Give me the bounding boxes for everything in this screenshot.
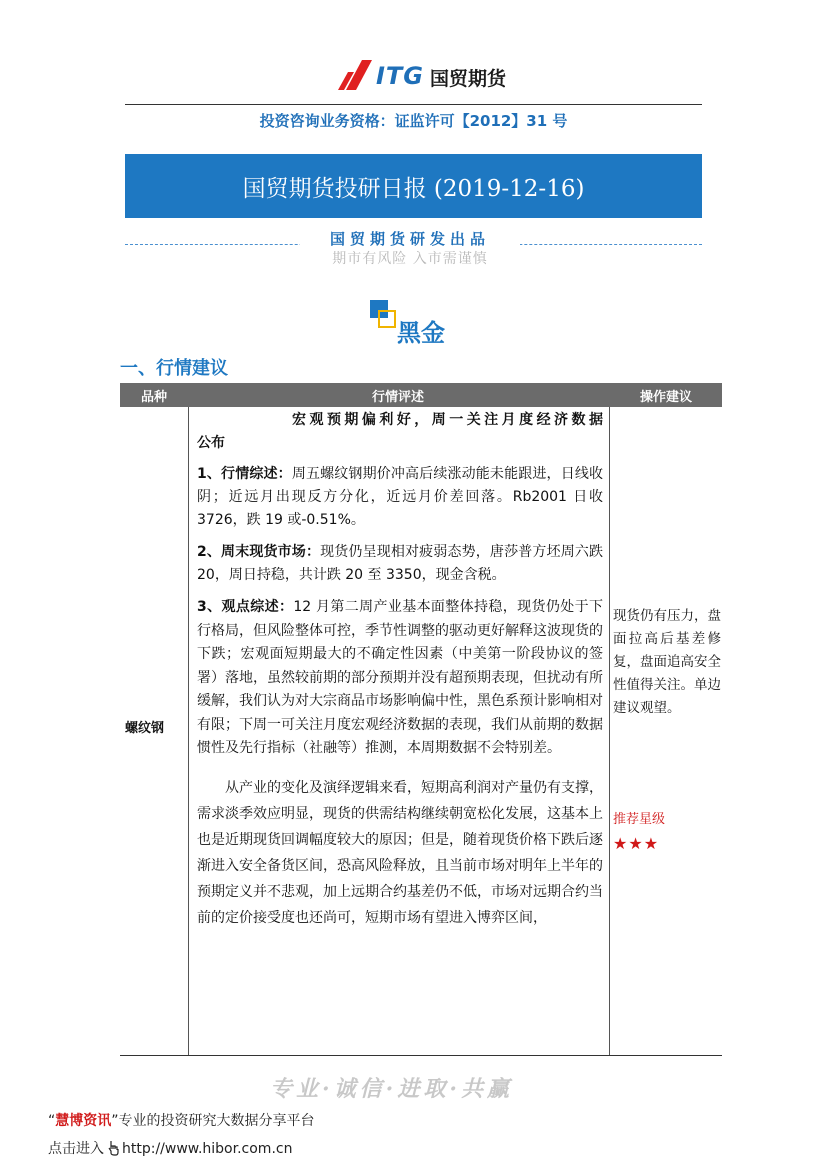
review-paragraph-1 (197, 463, 603, 532)
footer-motto: 专业·诚信·进取·共赢 (270, 1076, 513, 1102)
review-cell (197, 407, 603, 931)
company-logo (338, 58, 528, 94)
column-header-variety: 品种 (140, 390, 167, 405)
column-divider (188, 407, 189, 1055)
column-header-review: 行情评述 (371, 390, 424, 405)
link-prefix: 点击进入 (48, 1141, 104, 1157)
subsection-title: 一、行情建议 (120, 358, 228, 379)
license-line: 投资咨询业务资格：证监许可【2012】31 号 (259, 112, 568, 130)
column-header-advice: 操作建议 (639, 390, 692, 405)
section-square-icon (370, 300, 394, 324)
p3-label: 3、观点综述： (197, 599, 294, 615)
logo-mark-icon (338, 60, 378, 90)
section-title: 黑金 (397, 319, 445, 347)
star-rating: ★★★ (613, 834, 660, 853)
recommend-label: 推荐星级 (613, 812, 666, 827)
table-header (120, 383, 722, 407)
logo-cn-text: 国贸期货 (430, 68, 507, 90)
report-title: 国贸期货投研日报 (2019-12-16) (242, 175, 585, 202)
review-paragraph-3 (197, 596, 603, 761)
review-headline-cont: 公布 (197, 435, 225, 451)
table-bottom-border (120, 1055, 722, 1056)
logo-itg-text: ITG (376, 62, 424, 90)
p3-text: 12 月第二周产业基本面整体持稳，现货仍处于下行格局，但风险整体可控，季节性调整的驱动更好解释这波现货的下跌；宏观面短期最大的不确定性因素（中美第一阶段协议的签署）落地，虽然较前期的部分预期并没有超预期表现，但扰动有所缓解，我们认为对大宗商品市场影响偏中性，黑色系预计影响相对有限；下周一可关注月度宏观经济数据的表现，我们从前期的数据惯性及先行指标（社融等）推测，本周期数据不会特别差。 (197, 599, 604, 756)
link-row[interactable] (48, 1138, 292, 1158)
review-paragraph-2 (197, 541, 603, 587)
report-title-banner (125, 154, 702, 218)
p2-label: 2、周末现货市场： (197, 544, 321, 560)
quote-close: ” (111, 1113, 119, 1129)
review-headline: 宏观预期偏利好，周一关注月度经济数据 (292, 412, 603, 428)
header-divider (125, 104, 702, 105)
column-divider (609, 407, 610, 1055)
publisher-line: 国贸期货研发出品 (300, 228, 520, 249)
review-paragraph-4: 从产业的变化及演绎逻辑来看，短期高利润对产量仍有支撑，需求淡季效应明显，现货的供需结构继续朝宽松化发展，这基本上也是近期现货回调幅度较大的原因；但是，随着现货价格下跌后逐渐进入安全备货区间，恐高风险释放，且当前市场对明年上半年的预期定义并不悲观，加上远期合约基差仍不低，市场对远期合约当前的定价接受度也还尚可，短期市场有望进入博弈区间， (197, 779, 603, 926)
quote-open: “ (48, 1113, 56, 1129)
p1-label: 1、行情综述： (197, 466, 292, 482)
p2-text: 现货仍呈现相对疲弱态势，唐莎普方坯周六跌 20，周日持稳，共计跌 20 至 3350，现金含税。 (197, 544, 603, 583)
pointer-hand-icon (106, 1140, 120, 1156)
risk-notice: 期市有风险 入市需谨慎 (332, 251, 488, 267)
platform-text: 专业的投资研究大数据分享平台 (118, 1113, 315, 1129)
p1-text: 周五螺纹钢期价冲高后续涨动能未能跟进，日线收阴；近远月出现反方分化，近远月价差回落。Rb2001 日收 3726，跌 19 或-0.51%。 (197, 466, 603, 528)
brand-name: 慧博资讯 (55, 1113, 112, 1129)
platform-line (48, 1110, 315, 1130)
advice-cell: 现货仍有压力，盘面拉高后基差修复，盘面追高安全性值得关注。单边建议观望。 (613, 608, 721, 716)
variety-cell: 螺纹钢 (125, 721, 165, 736)
hibor-link[interactable]: http://www.hibor.com.cn (122, 1141, 293, 1157)
